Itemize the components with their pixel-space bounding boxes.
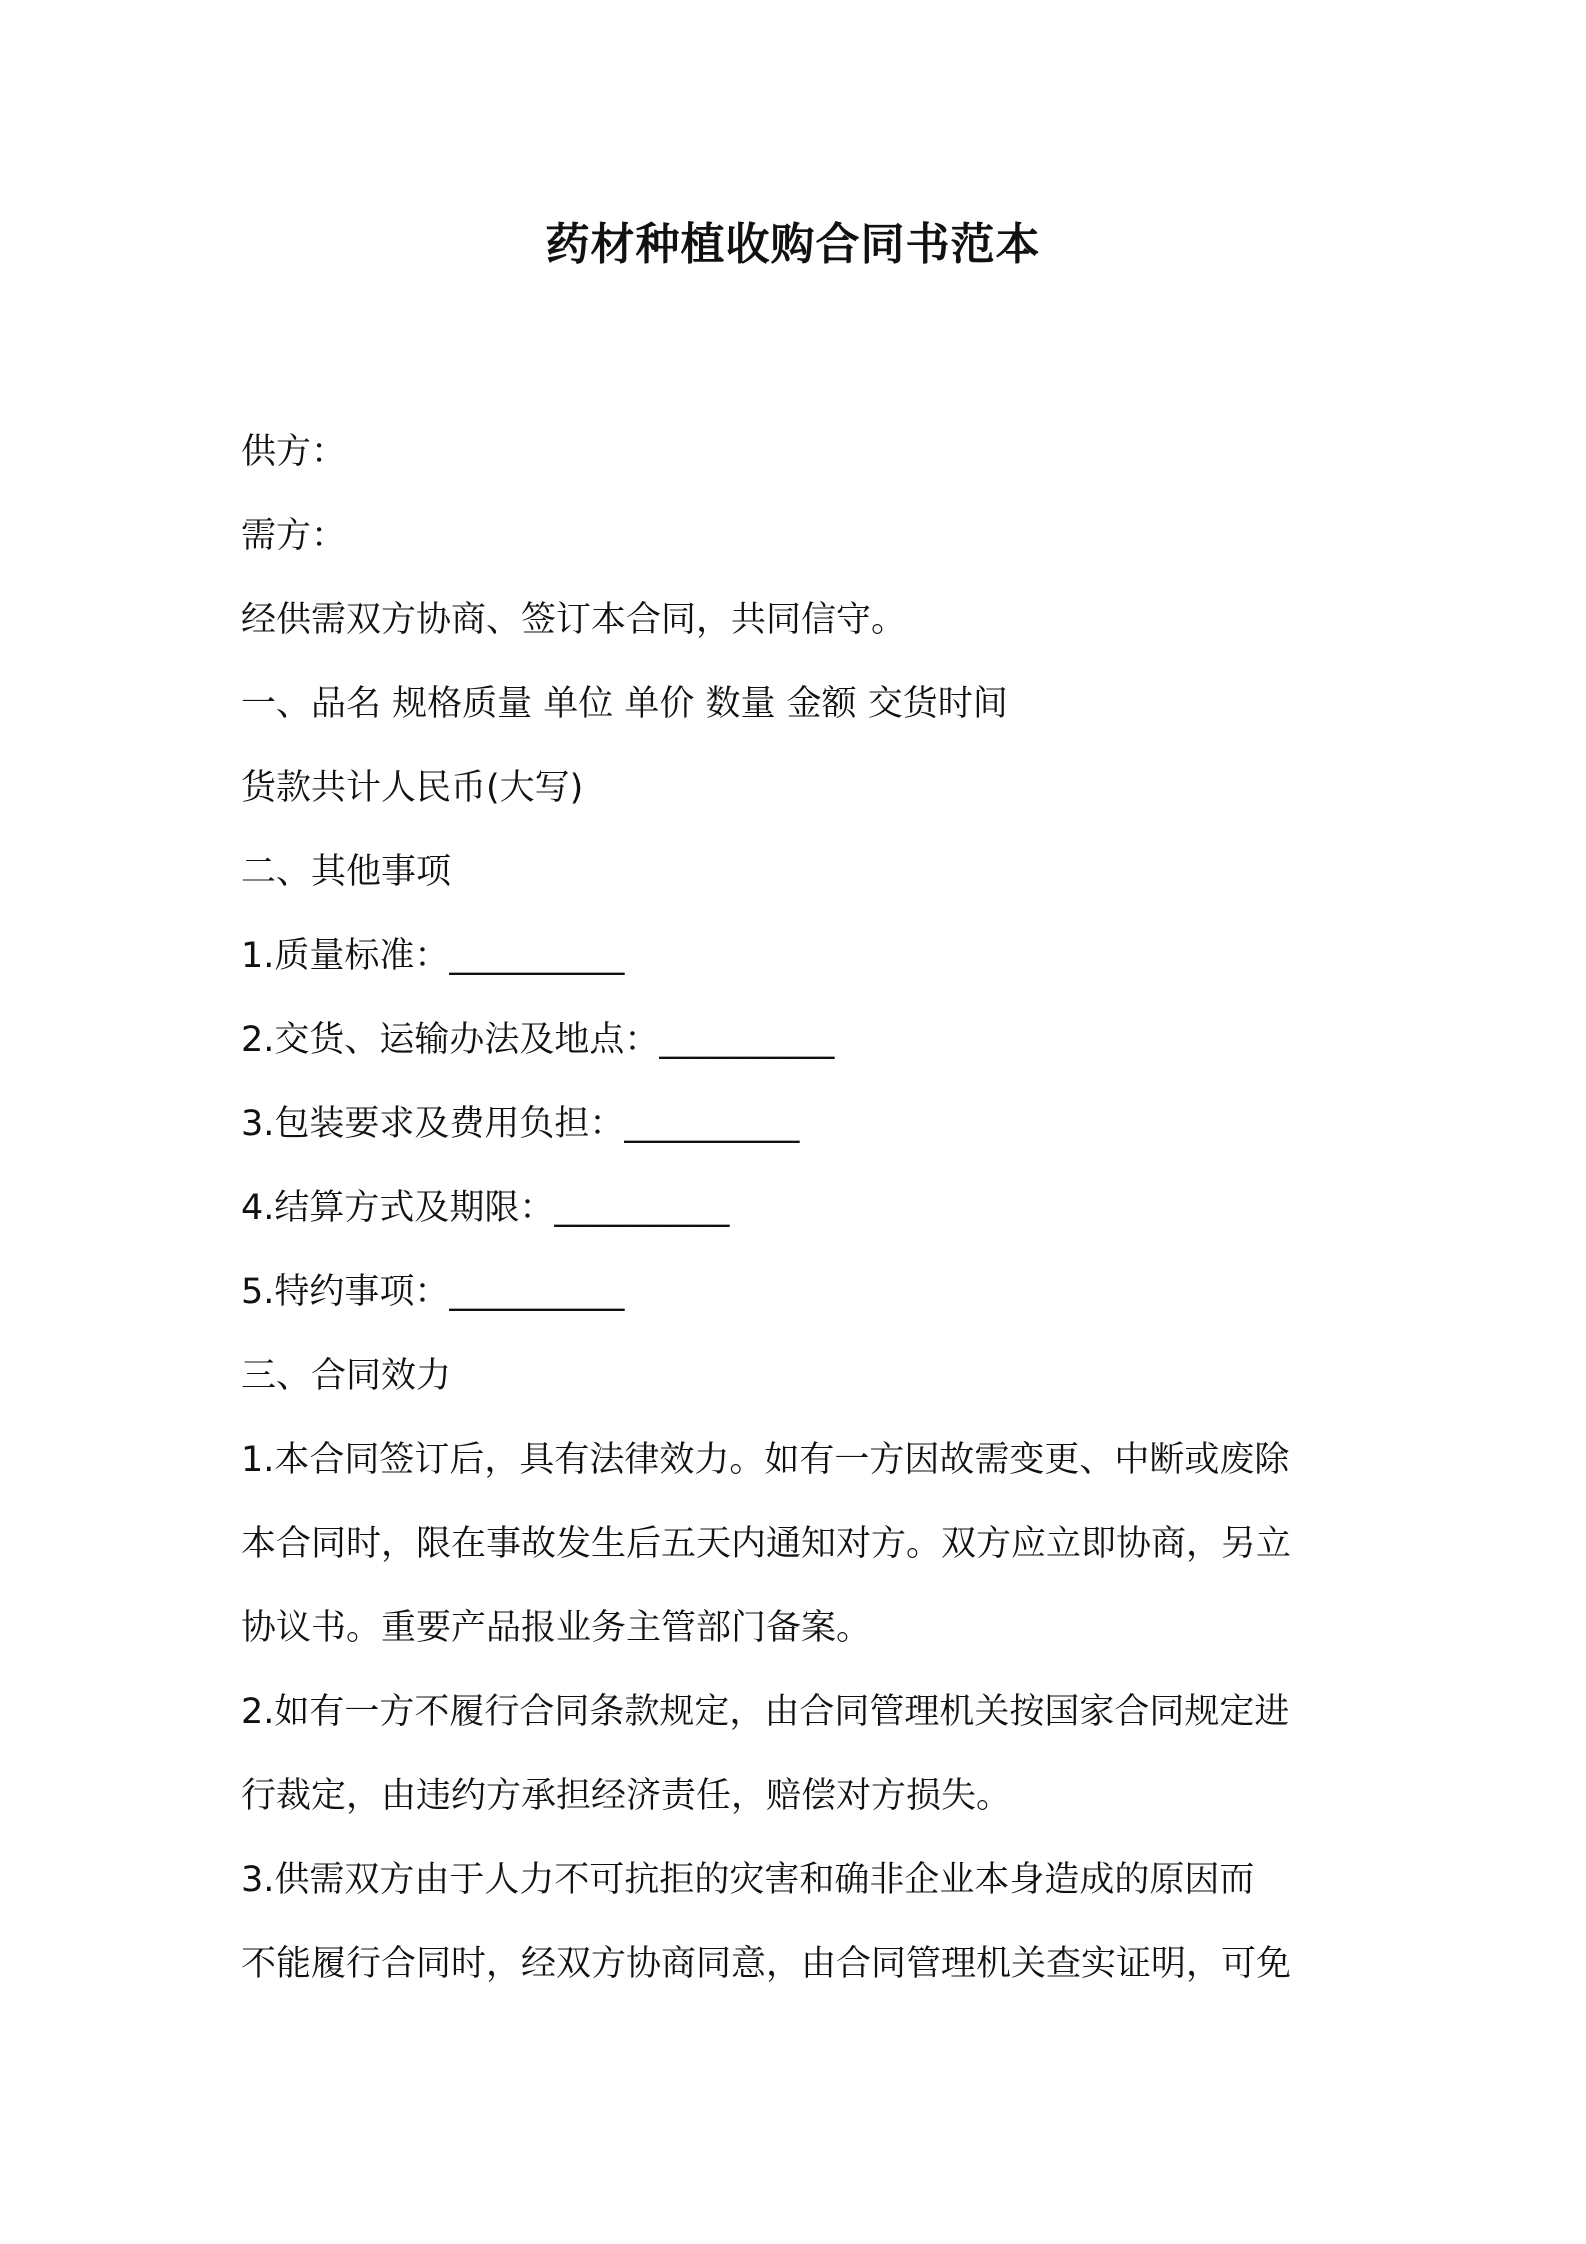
supplier-line: 供方： bbox=[241, 432, 347, 472]
item-delivery-transport: 2.交货、运输办法及地点：__________ bbox=[241, 1020, 835, 1060]
item-special-terms: 5.特约事项：__________ bbox=[241, 1272, 625, 1312]
agreement-intro: 经供需双方协商、签订本合同，共同信守。 bbox=[241, 600, 907, 640]
document-body bbox=[241, 410, 1361, 2006]
clause-2-line-1: 2.如有一方不履行合同条款规定，由合同管理机关按国家合同规定进 bbox=[241, 1692, 1290, 1732]
clause-1-line-2: 本合同时，限在事故发生后五天内通知对方。双方应立即协商，另立 bbox=[241, 1524, 1292, 1564]
total-payment-line: 货款共计人民币(大写) bbox=[241, 768, 584, 808]
section-1-heading: 一、品名 规格质量 单位 单价 数量 金额 交货时间 bbox=[241, 684, 1008, 724]
section-2-heading: 二、其他事项 bbox=[241, 852, 452, 892]
clause-1-line-1: 1.本合同签订后，具有法律效力。如有一方因故需变更、中断或废除 bbox=[241, 1440, 1290, 1480]
clause-3-line-2: 不能履行合同时，经双方协商同意，由合同管理机关查实证明，可免 bbox=[241, 1944, 1292, 1984]
section-3-heading: 三、合同效力 bbox=[241, 1356, 452, 1396]
buyer-line: 需方： bbox=[241, 516, 347, 556]
clause-1-line-3: 协议书。重要产品报业务主管部门备案。 bbox=[241, 1608, 872, 1648]
document-title: 药材种植收购合同书范本 bbox=[545, 219, 1041, 270]
clause-2-line-2: 行裁定，由违约方承担经济责任，赔偿对方损失。 bbox=[241, 1776, 1012, 1816]
item-quality-standard: 1.质量标准：__________ bbox=[241, 936, 625, 976]
item-settlement: 4.结算方式及期限：__________ bbox=[241, 1188, 730, 1228]
clause-3-line-1: 3.供需双方由于人力不可抗拒的灾害和确非企业本身造成的原因而 bbox=[241, 1860, 1255, 1900]
item-packaging: 3.包装要求及费用负担：__________ bbox=[241, 1104, 800, 1144]
